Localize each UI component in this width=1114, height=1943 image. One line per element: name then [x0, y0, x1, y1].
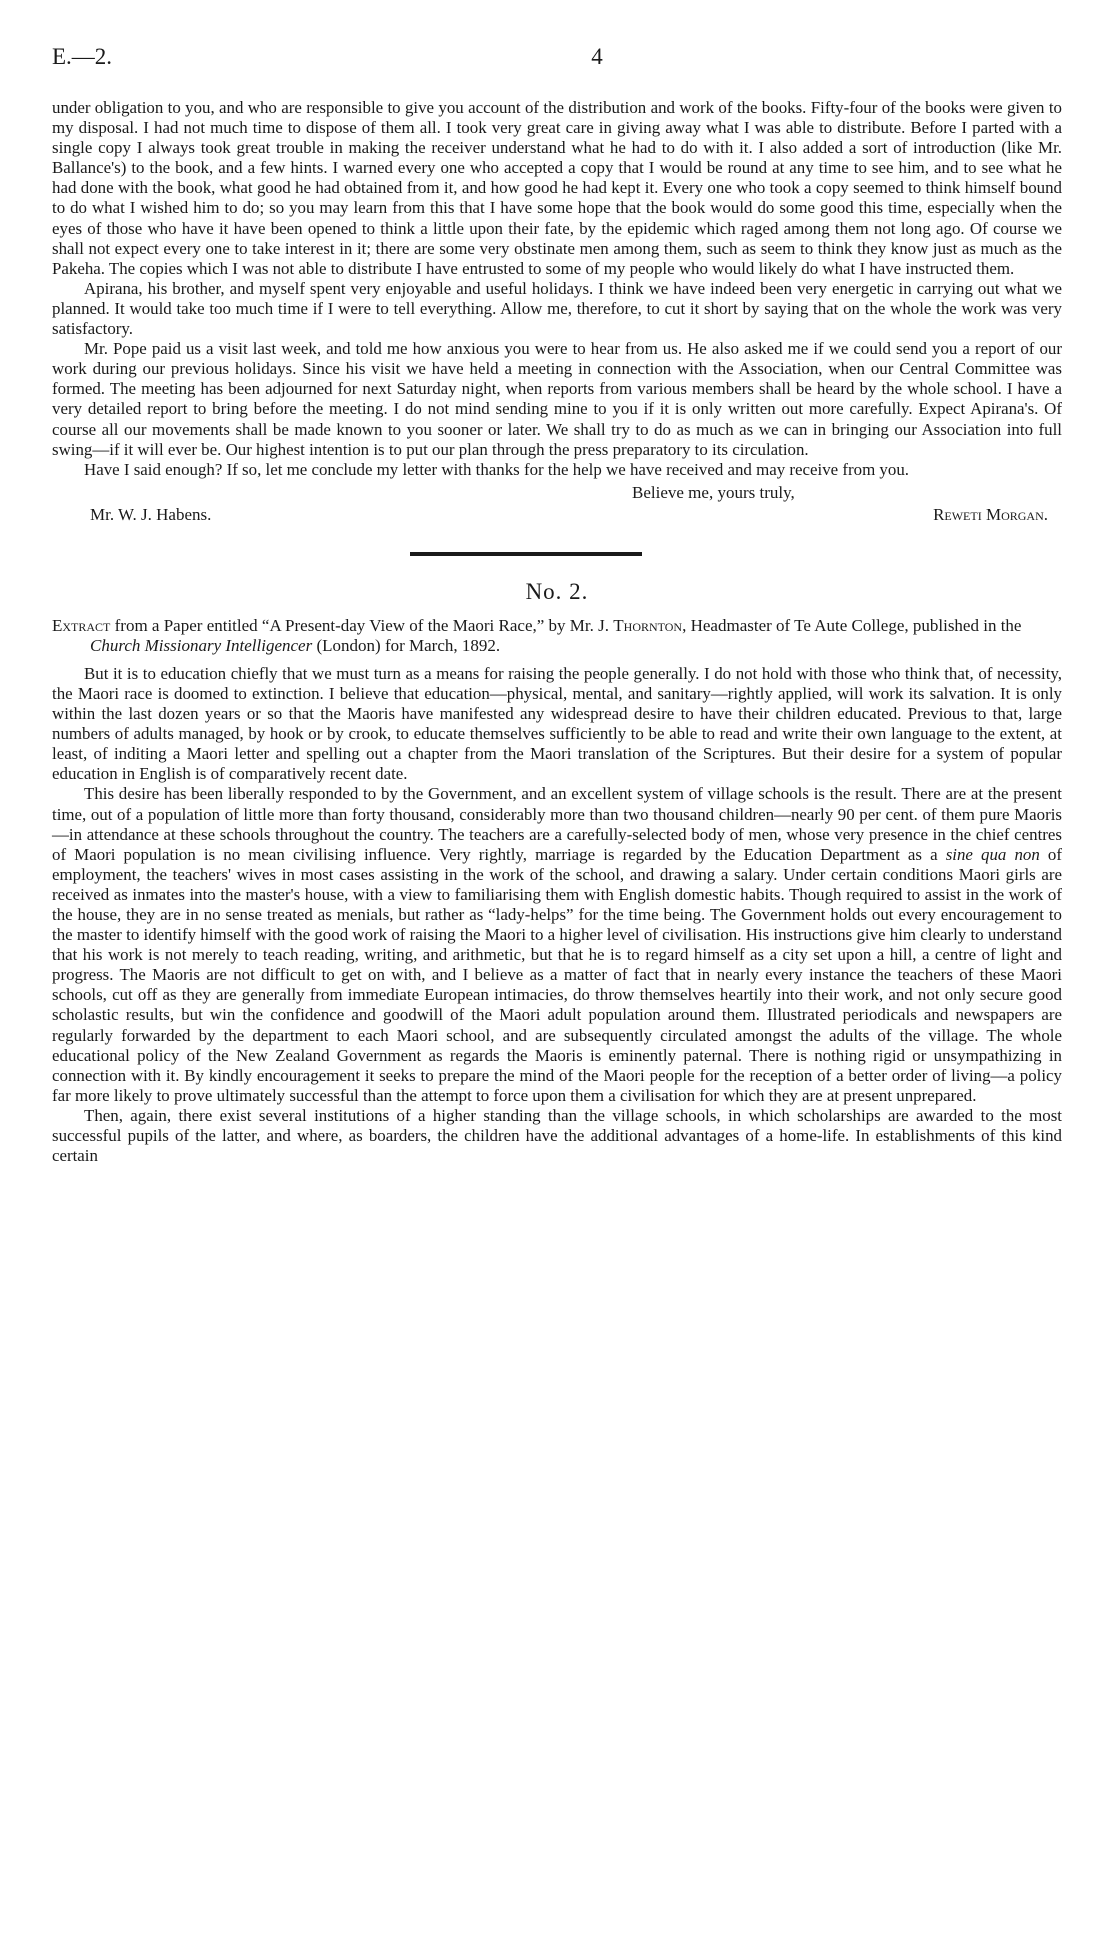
extract-text: of employment, the teachers' wives in most cases assisting in the work of the school, and drawing a salary. Under certain conditions Maori girls are received as inmates into the master's house, with a view to familiarising them with English domestic habits. Though required to assist in the work of the house, they are in no sense treated as menials, but rather as “lady-helps” for the time being. The Government holds out every encouragement to the master to identify himself with the good work of raising the Maori to a higher level of civilisation. His instructions give him clearly to understand that his work is not merely to teach reading, writing, and arithmetic, but that he is to regard himself as a city set upon a hill, a centre of light and progress. The Maoris are not difficult to get on with, and I believe as a matter of fact that in nearly every instance the teachers of these Maori schools, cut off as they are generally from immediate European intimacies, do throw themselves heartily into their work, and not only secure good scholastic results, but win the confidence and goodwill of the Maori adult population around them. Illustrated periodicals and newspapers are regularly forwarded by the department to each Maori school, and are subsequently circulated amongst the adults of the village. The whole educational policy of the New Zealand Government as regards the Maoris is eminently paternal. There is nothing rigid or unsympathizing in connection with it. By kindly encouragement it seeks to prepare the mind of the Maori people for the reception of a better order of living—a policy far more likely to prove ultimately successful than the attempt to force upon them a civilisation for which they are at present unprepared. [52, 844, 1062, 1105]
letter-closing-block [52, 482, 1062, 526]
extract-text: (London) for March, 1892. [316, 636, 501, 656]
extract-text: This desire has been liberally responded to by the Government, and an excellent system of village schools is the result. There are at the present time, out of a population of little more than forty thousand, considerably more than two thousand children—nearly 90 per cent. of them pure Maoris—in attendance at these schools throughout the country. The teachers are a carefully-selected body of men, whose very presence in the chief centres of Maori population is no mean civilising influence. Very rightly, marriage is regarded by the Education Department as a [52, 784, 1062, 864]
letter-signature: Reweti Morgan. [933, 504, 1048, 524]
extract-author: Thornton, [613, 615, 687, 635]
page-header [52, 44, 1062, 78]
section-title: No. 2. [525, 578, 589, 604]
extract-paragraph: But it is to education chiefly that we must turn as a means for raising the people generally. I do not hold with those who think that, of necessity, the Maori race is doomed to extinction. I believe that education—physical, mental, and sanitary—rightly applied, will work its salvation. It is only within the last dozen years or so that the Maoris have manifested any widespread desire to have their children educated. Previous to that, large numbers of adults managed, by hook or by crook, to educate themselves sufficiently to be able to read and write their own language to the extent, at least, of inditing a Maori letter and spelling out a chapter from the Maori translation of the Scriptures. But their desire for a system of popular education in English is of comparatively recent date. [52, 663, 1062, 784]
latin-phrase: sine qua non [945, 844, 1040, 864]
extract-lead: Extract [52, 615, 111, 635]
extract-journal: Church Missionary Intelligencer [90, 636, 313, 656]
letter-paragraph: Apirana, his brother, and myself spent very enjoyable and useful holidays. I think we have indeed been very energetic in carrying out what we planned. It would take too much time if I were to tell everything. Allow me, therefore, to cut it short by saying that on the whole the work was very satisfactory. [52, 278, 1062, 339]
letter-closing: Believe me, yours truly, [632, 482, 795, 502]
letter-addressee: Mr. W. J. Habens. [90, 504, 212, 524]
extract-text: from a Paper entitled “A Present-day View of the Maori Race,” by Mr. J. [114, 615, 610, 635]
letter-paragraph: under obligation to you, and who are responsible to give you account of the distribution and work of the books. Fifty-four of the books were given to my disposal. I had not much time to dispose of them all. I took very great care in giving away what I was able to distribute. Before I parted with a single copy I always took great trouble in making the receiver understand what he had to do with it. I also added a sort of introduction (like Mr. Ballance's) to the book, and a few hints. I warned every one who accepted a copy that I would be round at any time to see him, and to see what he had done with the book, what good he had obtained from it, and how good he had kept it. Every one who took a copy seemed to think himself bound to do what I wished him to do; so you may learn from this that I have some hope that the book would do some good this time, especially when the eyes of those who have it have been opened to think a little upon their fate, by the epidemic which raged among them not long ago. Of course we shall not expect every one to take interest in it; there are some very obstinate men among them, such as seem to think they know just as much as the Pakeha. The copies which I was not able to distribute I have entrusted to some of my people who would likely do what I have instructed them. [52, 98, 1062, 278]
extract-heading [52, 615, 1062, 657]
extract-paragraph: Then, again, there exist several institutions of a higher standing than the village schools, in which scholarships are awarded to the most successful pupils of the latter, and where, as boarders, the children have the additional advantages of a home-life. In establishments of this kind certain [52, 1105, 1062, 1166]
page-body [52, 98, 1062, 1166]
page-number: 4 [591, 44, 603, 69]
extract-text: Headmaster of Te Aute College, published in the [690, 615, 1022, 635]
section-divider [410, 552, 642, 556]
extract-paragraph [52, 784, 1062, 1106]
document-code: E.—2. [52, 44, 113, 69]
letter-paragraph: Have I said enough? If so, let me conclude my letter with thanks for the help we have received and may receive from you. [84, 459, 909, 479]
letter-paragraph: Mr. Pope paid us a visit last week, and told me how anxious you were to hear from us. He also asked me if we could send you a report of our work during our previous holidays. Since his visit we have held a meeting in connection with the Association, when our Central Committee was formed. The meeting has been adjourned for next Saturday night, when reports from various members shall be heard by the whole school. I have a very detailed report to bring before the meeting. I do not mind sending mine to you if it is only written out more carefully. Expect Apirana's. Of course all our movements shall be made known to you sooner or later. We shall try to do as much as we can in bringing our Association into full swing—if it will ever be. Our highest intention is to put our plan through the press preparatory to its circulation. [52, 339, 1062, 459]
